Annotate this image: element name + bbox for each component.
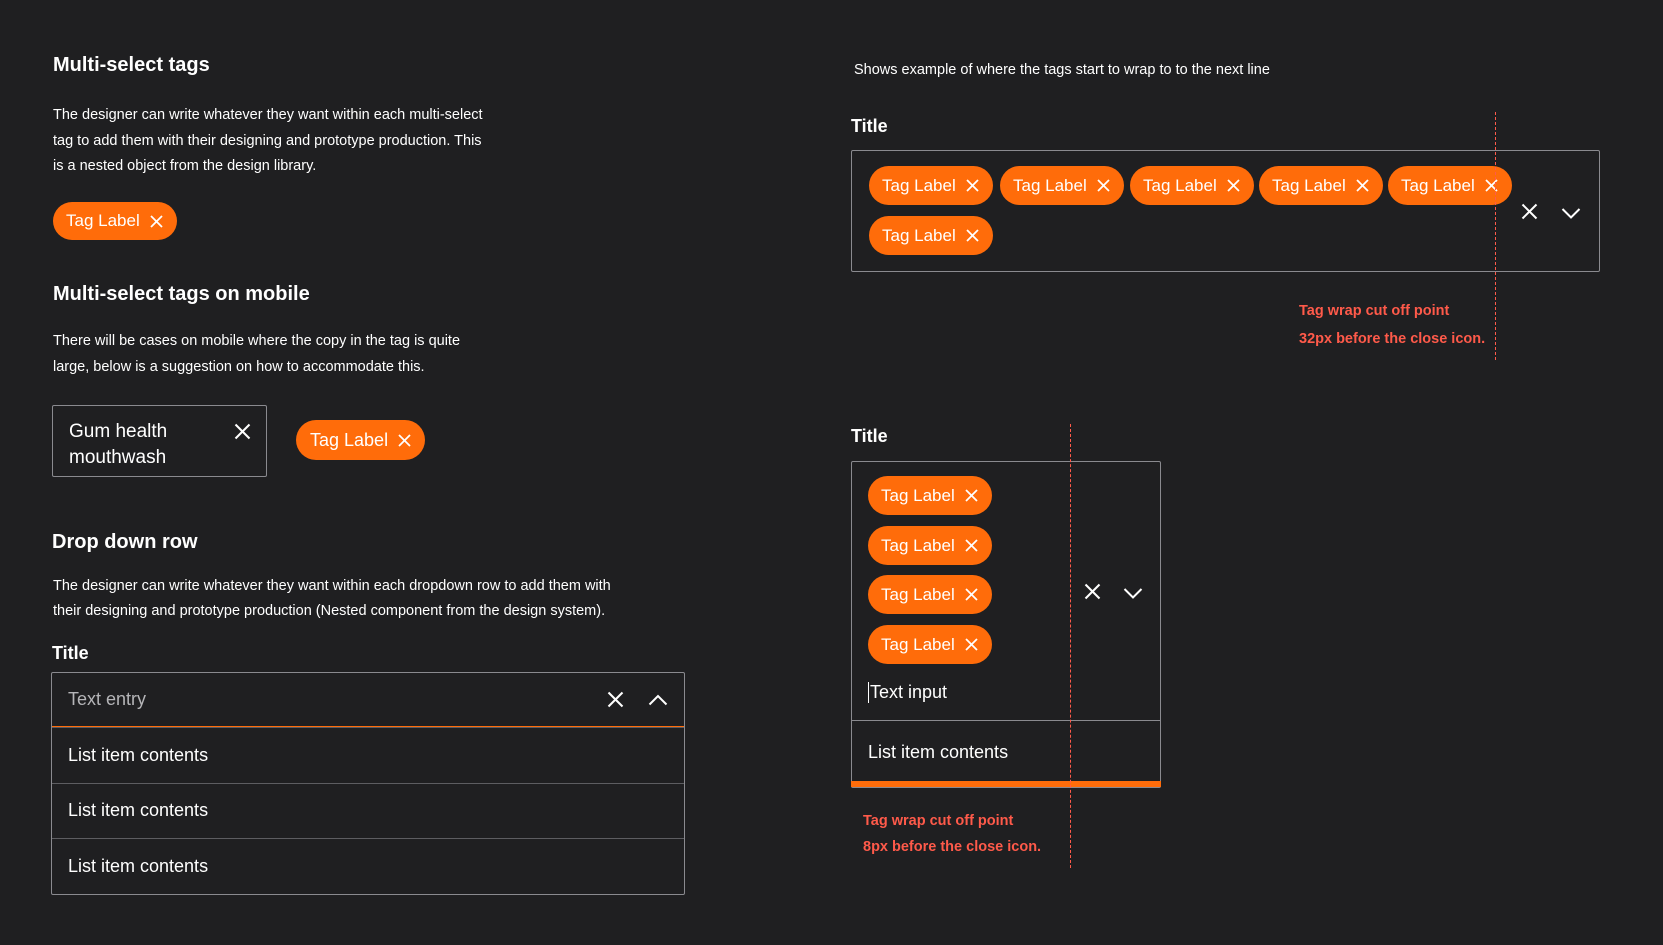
description-line: is a nested object from the design library.: [53, 158, 317, 174]
close-icon[interactable]: [150, 215, 163, 228]
description-line: their designing and prototype production (Nested component from the design system).: [53, 602, 606, 619]
description-line: large, below is a suggestion on how to accommodate this.: [53, 358, 425, 375]
close-icon[interactable]: [1084, 583, 1101, 600]
field-title: Title: [52, 643, 89, 663]
close-icon[interactable]: [966, 229, 979, 242]
list-item-label: List item contents: [68, 744, 209, 765]
close-icon[interactable]: [965, 539, 978, 552]
close-icon[interactable]: [966, 179, 979, 192]
tag-label: Tag Label: [1272, 175, 1346, 195]
annotation-line: Tag wrap cut off point: [863, 813, 1014, 829]
annotation-line: 32px before the close icon.: [1299, 331, 1486, 347]
field-title: Title: [851, 116, 888, 136]
tag-chip[interactable]: [1259, 166, 1383, 205]
mobile-tag-line: mouthwash: [69, 447, 167, 468]
multi-select-field-narrow[interactable]: [851, 461, 1161, 788]
cutoff-guide-line: [1495, 112, 1496, 360]
tag-chip[interactable]: [868, 575, 992, 614]
tag-chip[interactable]: [868, 625, 992, 664]
tag-chip[interactable]: [868, 526, 992, 565]
close-icon[interactable]: [965, 638, 978, 651]
mobile-tag-line: Gum health: [69, 421, 168, 442]
list-item[interactable]: [52, 838, 684, 894]
list-item-label: List item contents: [68, 800, 209, 821]
list-item[interactable]: [52, 783, 684, 839]
annotation-line: Tag wrap cut off point: [1299, 303, 1450, 319]
description-line: There will be cases on mobile where the copy in the tag is quite: [53, 333, 461, 349]
section-description: [53, 574, 611, 623]
tag-chip[interactable]: [296, 420, 425, 460]
tag-label: Tag Label: [881, 634, 955, 654]
cutoff-guide-line: [1070, 424, 1071, 868]
tag-chip[interactable]: [53, 202, 177, 240]
tag-label: Tag Label: [1401, 175, 1475, 195]
list-item[interactable]: List item contents: [868, 742, 1009, 762]
tag-chip[interactable]: [869, 166, 993, 205]
field-title: Title: [851, 426, 888, 446]
description-line: The designer can write whatever they want within each multi-select: [53, 107, 483, 123]
tag-label: Tag Label: [882, 175, 956, 195]
tag-label: Tag Label: [1013, 175, 1087, 195]
description-line: tag to add them with their designing and prototype production. This: [53, 132, 482, 149]
close-icon[interactable]: [607, 691, 624, 708]
chevron-down-icon[interactable]: [1123, 587, 1143, 599]
section-heading-drop-down-row: Drop down row: [52, 531, 198, 553]
tag-label: Tag Label: [881, 485, 955, 505]
dropdown-icons: [607, 691, 668, 708]
list-item[interactable]: [52, 727, 684, 783]
close-icon[interactable]: [1356, 179, 1369, 192]
section-heading-multi-select-tags: Multi-select tags: [53, 54, 210, 76]
tag-chip[interactable]: [869, 216, 993, 255]
tag-chip[interactable]: [1388, 166, 1512, 205]
cutoff-annotation: [863, 808, 1041, 860]
dropdown: [51, 672, 685, 895]
focus-bar: [851, 781, 1161, 787]
close-icon[interactable]: [398, 434, 411, 447]
divider: [852, 720, 1160, 721]
close-icon[interactable]: [965, 588, 978, 601]
tag-label: Tag Label: [1143, 175, 1217, 195]
tag-label: Tag Label: [66, 211, 140, 230]
tag-chip[interactable]: [1000, 166, 1124, 205]
close-icon[interactable]: [1097, 179, 1110, 192]
list-item-label: List item contents: [68, 855, 209, 876]
wrap-caption: Shows example of where the tags start to wrap to to the next line: [854, 62, 1270, 78]
section-description: [53, 329, 460, 380]
mobile-tag-text: [69, 419, 167, 471]
close-icon[interactable]: [1521, 203, 1538, 220]
tag-label: Tag Label: [882, 225, 956, 245]
tag-chip[interactable]: [1130, 166, 1254, 205]
chevron-up-icon[interactable]: [648, 694, 668, 706]
text-entry-input[interactable]: Text entry: [68, 689, 147, 709]
tag-label: Tag Label: [881, 535, 955, 555]
close-icon[interactable]: [234, 423, 251, 440]
cutoff-annotation: [1299, 297, 1485, 353]
tag-label: Tag Label: [310, 429, 389, 450]
chevron-down-icon[interactable]: [1561, 207, 1581, 219]
multi-select-field-wide[interactable]: [851, 150, 1600, 272]
close-icon[interactable]: [965, 489, 978, 502]
dropdown-header[interactable]: [52, 673, 684, 727]
description-line: The designer can write whatever they want within each dropdown row to add them with: [53, 578, 611, 594]
annotation-line: 8px before the close icon.: [863, 839, 1042, 855]
close-icon[interactable]: [1227, 179, 1240, 192]
section-heading-mobile-tags: Multi-select tags on mobile: [53, 283, 310, 305]
text-input[interactable]: Text input: [870, 682, 948, 702]
section-description: [53, 103, 483, 180]
tag-chip[interactable]: [868, 476, 992, 515]
tag-label: Tag Label: [881, 584, 955, 604]
mobile-tag-box[interactable]: [52, 405, 267, 477]
